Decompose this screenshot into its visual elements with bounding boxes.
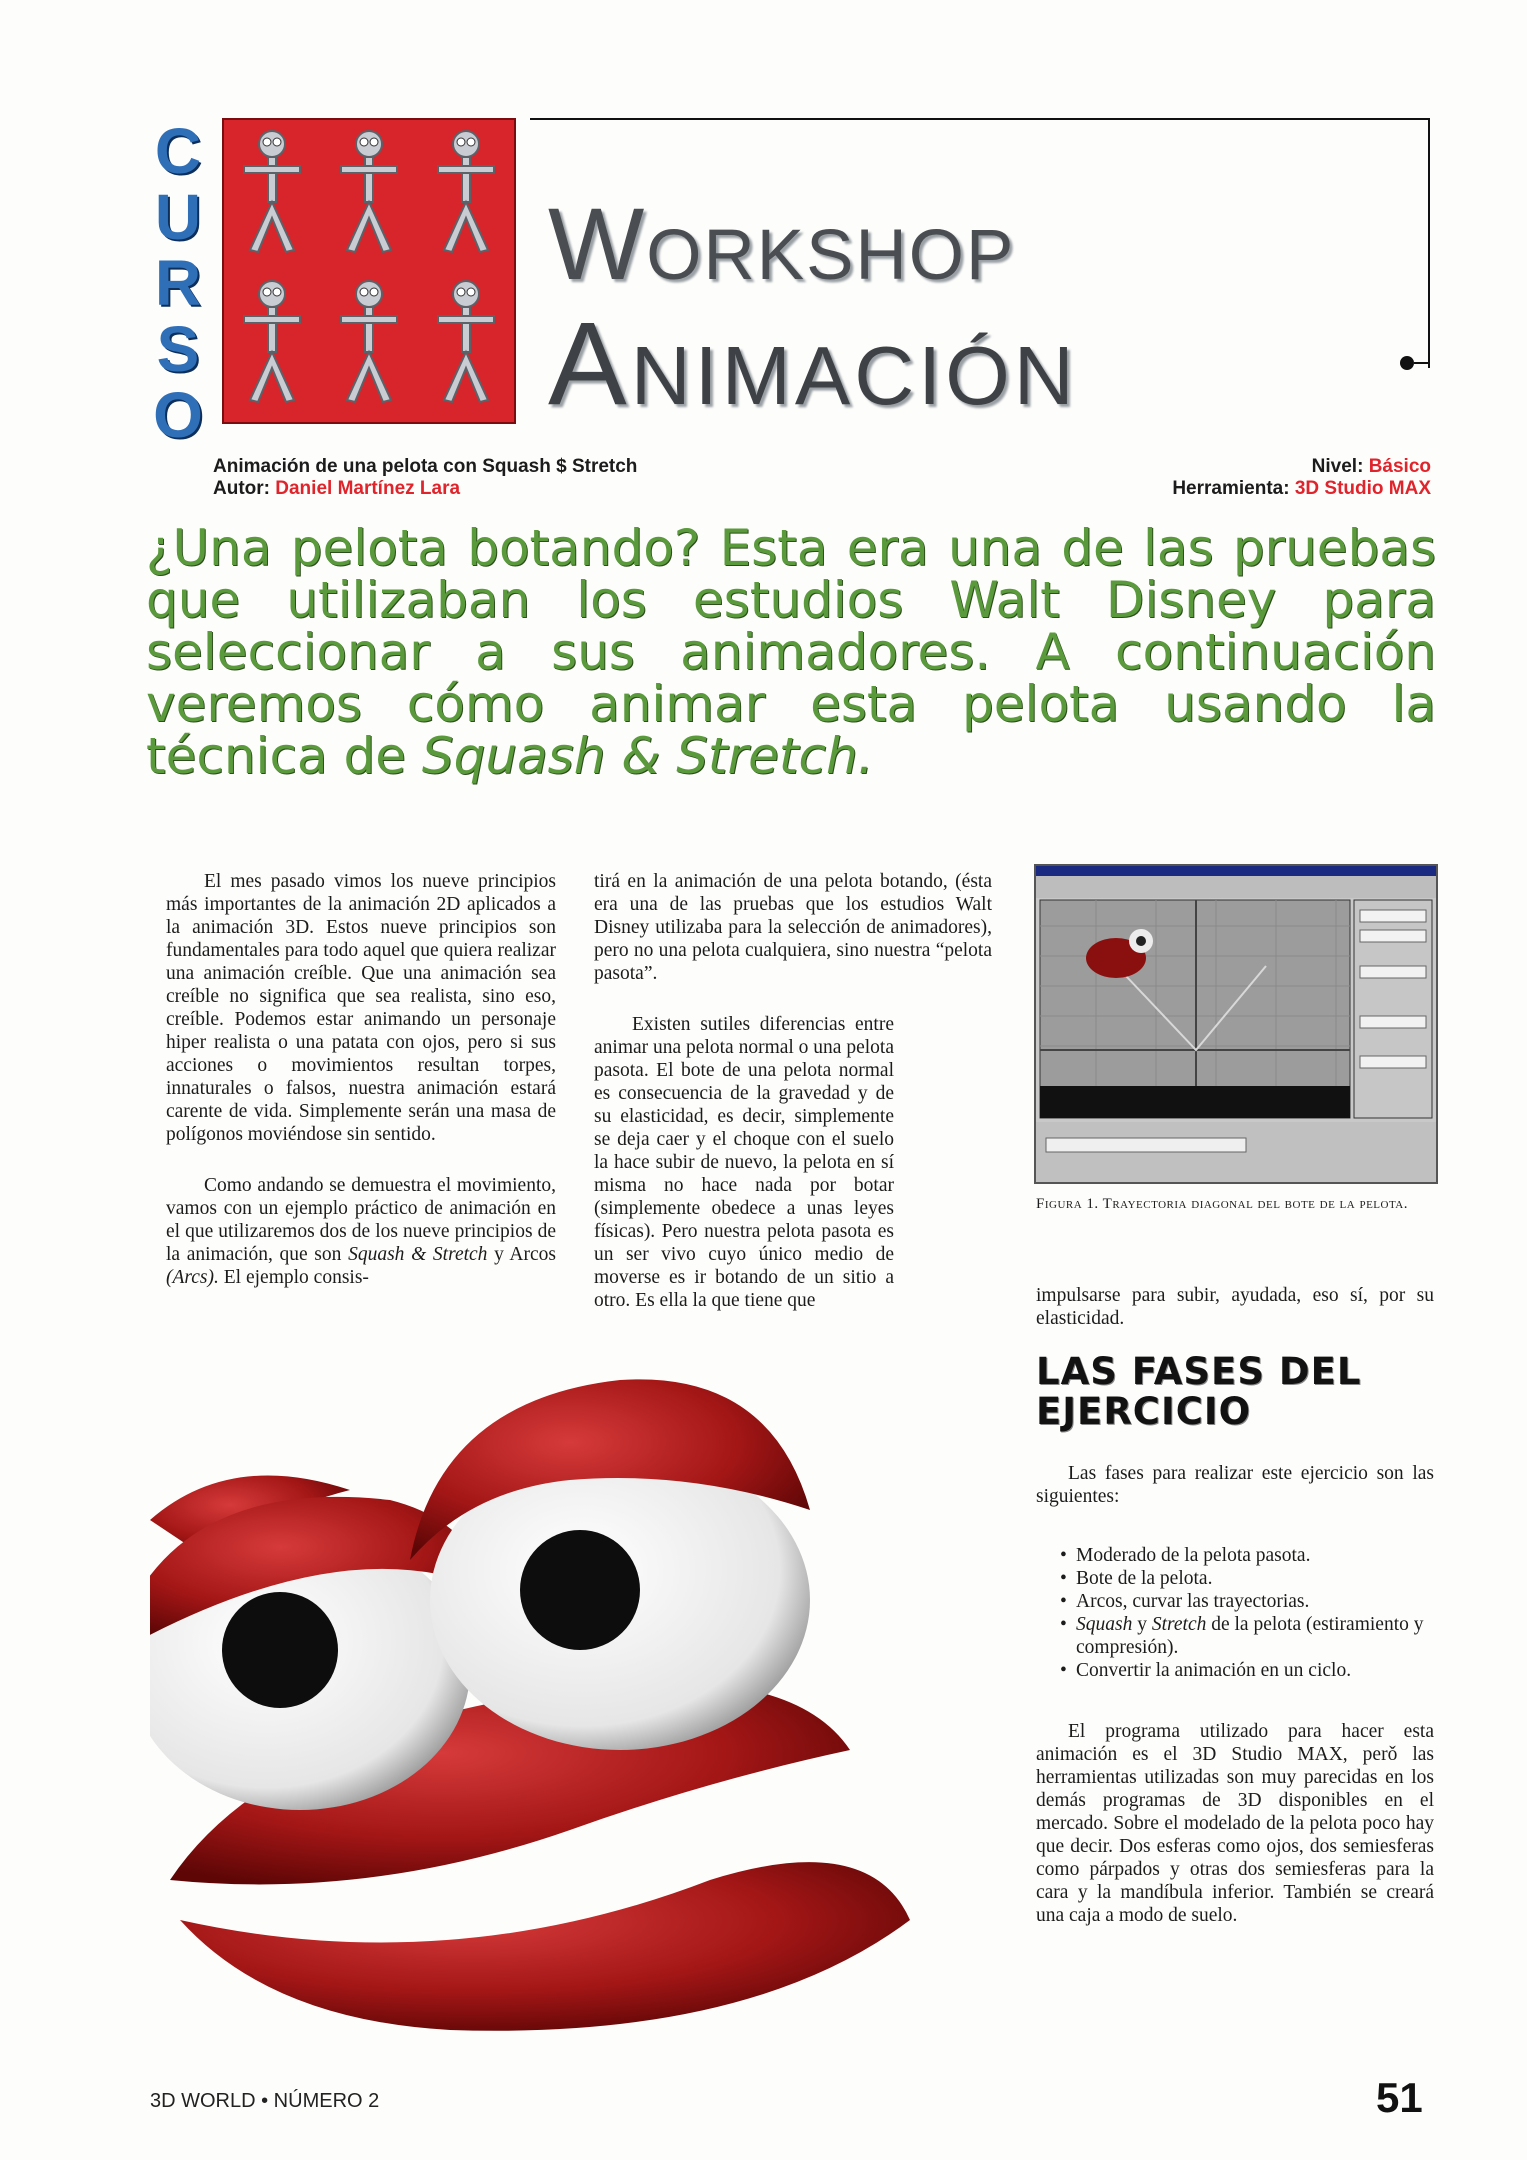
workshop-logo-figures (222, 118, 516, 424)
curso-vertical-label (152, 115, 204, 451)
body-paragraph (166, 1174, 556, 1289)
list-text: de la pelota (estiramiento y compresión). (1076, 1614, 1424, 1658)
body-paragraph: El mes pasado vimos los nueve principios más importantes de la animación 2D aplicados a la animación 3D. Estos nueve principios son fundamentales para todo aquel que quiera realizar una animación creíble. Que una animación sea creíble no significa que sea realista, sino eso, creíble. Podemos estar animando un personaje hiper realista o una patata con ojos, pero si sus acciones o movimientos resultan torpes, innaturales o falsos, nuestra animación estará carente de vida. Simplemente serán una masa de polígonos moviéndose sin sentido. (166, 871, 556, 1145)
body-paragraph: Las fases para realizar este ejercicio son las siguientes: (1036, 1463, 1434, 1507)
title-frame-line (530, 118, 1430, 120)
phases-list (1060, 1544, 1434, 1682)
lead-paragraph (146, 519, 1436, 785)
curso-letter: C (154, 115, 202, 187)
list-item (1060, 1613, 1434, 1659)
stick-figures-icon (224, 120, 514, 422)
body-paragraph: El programa utilizado para hacer esta animación es el 3D Studio MAX, perǒ las herramientas utilizadas son muy parecidas en los demás programas de 3D disponibles en el mercado. Sobre el modelado de la pelota poco hay que decir. Dos esferas como ojos, dos semiesferas como párpados y otras dos semiesferas para la cara y la mandíbula inferior. También se creará una caja a modo de suelo. (1036, 1721, 1434, 1926)
body-text: y Arcos (494, 1244, 556, 1265)
section-intro (1036, 1462, 1434, 1536)
body-text: Como andando se demuestra el movimiento, vamos con un ejemplo práctico de animación en el que utilizaremos dos de los nueve principios de la animación, que son (166, 1175, 556, 1265)
title-frame-line (1428, 118, 1430, 368)
body-column-3-intro (1036, 1284, 1434, 1358)
body-column-2 (594, 870, 992, 1340)
title-workshop: Workshop (548, 187, 1016, 301)
article-level (1172, 456, 1431, 478)
body-paragraph: tirá en la animación de una pelota botando, (ésta era una de las pruebas que los estudios Walt Disney utilizaba para la selección de animadores), pero no una pelota cualquiera, sino nuestra “pelota pasota”. (594, 871, 992, 984)
body-paragraph: Existen sutiles diferencias entre animar una pelota normal o una pelota pasota. El bote de una pelota normal es consecuencia de la gravedad y de su elasticidad, es decir, simplemente se deja caer y el choque con el suelo la hace subir de nuevo, la pelota en sí misma no hace nada por botar (simplemente obedece a unas leyes físicas). Pero nuestra pelota pasota es un ser vivo cuyo único medio de moverse es ir botando de un sitio a otro. Es ella la que tiene que (594, 1014, 894, 1311)
title-frame-dot (1400, 356, 1414, 370)
title-frame-line (1414, 362, 1430, 364)
title-animacion: Animación (548, 298, 1078, 430)
article-meta-right (1172, 456, 1431, 500)
article-author (213, 478, 637, 500)
software-screenshot-icon (1036, 866, 1436, 1182)
body-paragraph: impulsarse para subir, ayudada, eso sí, por su elasticidad. (1036, 1285, 1434, 1329)
level-value: Básico (1368, 456, 1431, 477)
article-meta-left (213, 456, 637, 500)
article-subject: Animación de una pelota con Squash $ Stretch (213, 456, 638, 477)
lead-emphasis: Squash & Stretch. (421, 727, 874, 785)
page-number: 51 (1376, 2074, 1423, 2121)
footer-publication: 3D WORLD • NÚMERO 2 (150, 2090, 380, 2112)
list-text: y (1137, 1614, 1147, 1635)
pelota-pasota-illustration (150, 1360, 1010, 2040)
curso-letter: R (154, 247, 202, 319)
list-emphasis: Stretch (1151, 1614, 1207, 1635)
curso-letter: U (154, 181, 202, 253)
body-column-3-program (1036, 1720, 1434, 1955)
list-item: • Moderado de la pelota pasota. (1060, 1544, 1434, 1567)
body-column-1 (166, 870, 556, 1317)
curso-letter: S (156, 313, 200, 385)
body-text: El ejemplo consis- (223, 1267, 369, 1288)
list-emphasis: Squash (1076, 1614, 1133, 1635)
section-heading: LAS FASES DEL EJERCICIO (1036, 1350, 1362, 1433)
tool-value: 3D Studio MAX (1294, 478, 1431, 499)
list-item: • Convertir la animación en un ciclo. (1060, 1659, 1434, 1682)
lead-text: ¿Una pelota botando? Esta era una de las pruebas que utilizaban los estudios Walt Disney para seleccionar a sus animadores. A continuación veremos cómo animar esta pelota usando la técnica de (146, 519, 1436, 785)
level-label: Nivel: (1311, 456, 1364, 477)
tool-label: Herramienta: (1172, 478, 1290, 499)
figure-caption: Figura 1. Trayectoria diagonal del bote de la pelota. (1036, 1196, 1408, 1212)
list-item: • Arcos, curvar las trayectorias. (1060, 1590, 1434, 1613)
article-tool (1172, 478, 1431, 500)
author-name: Daniel Martínez Lara (275, 478, 461, 499)
author-label: Autor: (213, 478, 270, 499)
body-emphasis: (Arcs). (166, 1267, 219, 1288)
figure-3dsmax-screenshot (1034, 864, 1438, 1184)
list-item: • Bote de la pelota. (1060, 1567, 1434, 1590)
curso-letter: O (153, 379, 203, 451)
ball-character-icon (150, 1360, 1010, 2040)
body-emphasis: Squash & Stretch (348, 1244, 488, 1265)
